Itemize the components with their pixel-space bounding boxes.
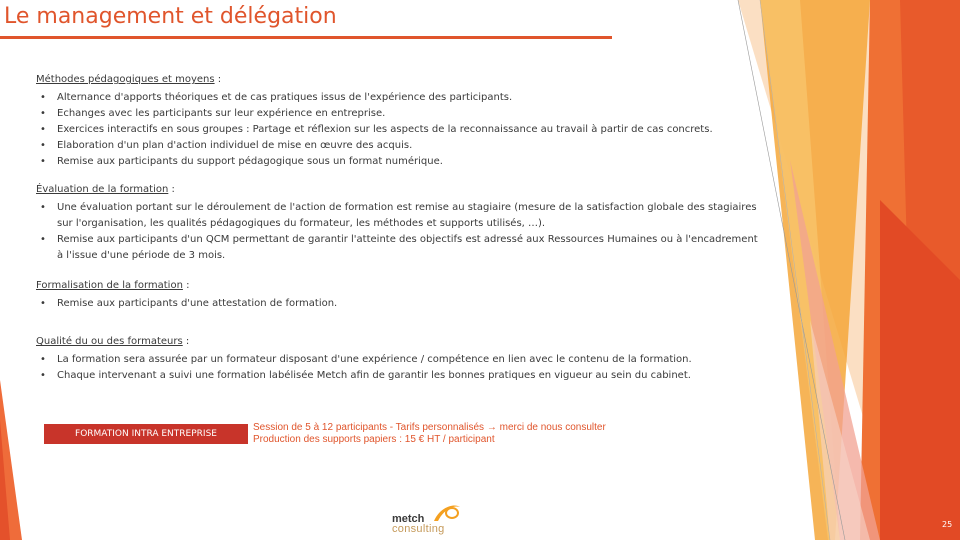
supports-info-line: Production des supports papiers : 15 € HT / participant <box>253 434 495 445</box>
section-methodes <box>36 72 766 170</box>
list-item: • Remise aux participants d'une attestation de formation. <box>57 296 766 312</box>
list-item: • Remise aux participants d'un QCM permettant de garantir l'atteinte des objectifs est adressé aux Ressources Humaines ou à l'encadrement à l'issue d'une période de 3 mois. <box>57 232 766 264</box>
formation-type-badge: FORMATION INTRA ENTREPRISE <box>44 424 248 444</box>
page-title: Le management et délégation <box>4 4 337 29</box>
logo-swoosh-icon <box>430 503 462 525</box>
list-item: • Elaboration d'un plan d'action individuel de mise en œuvre des acquis. <box>57 138 766 154</box>
metch-consulting-logo <box>392 503 462 539</box>
logo-text-metch: metch <box>392 513 425 525</box>
logo-text-consulting: consulting <box>392 523 445 535</box>
list-item: • Chaque intervenant a suivi une formation labélisée Metch afin de garantir les bonnes pratiques en vigueur au sein du cabinet. <box>57 368 766 384</box>
section-heading: Évaluation de la formation : <box>36 184 175 195</box>
bullet-list <box>36 200 766 264</box>
content <box>36 72 766 384</box>
list-item: • Exercices interactifs en sous groupes : Partage et réflexion sur les aspects de la reconnaissance au travail à partir de cas concrets. <box>57 122 766 138</box>
section-evaluation <box>36 182 766 264</box>
section-qualite <box>36 334 766 384</box>
bullet-list <box>36 296 766 312</box>
list-item: • Echanges avec les participants sur leur expérience en entreprise. <box>57 106 766 122</box>
session-info-line: Session de 5 à 12 participants - Tarifs personnalisés → merci de nous consulter <box>253 422 606 433</box>
session-info <box>253 422 606 446</box>
section-formalisation <box>36 278 766 312</box>
section-heading: Formalisation de la formation : <box>36 280 190 291</box>
title-underline <box>0 36 612 39</box>
list-item: • La formation sera assurée par un formateur disposant d'une expérience / compétence en lien avec le contenu de la formation. <box>57 352 766 368</box>
section-heading: Qualité du ou des formateurs : <box>36 336 190 347</box>
bullet-list <box>36 90 766 170</box>
page-number: 25 <box>942 520 953 529</box>
section-heading: Méthodes pédagogiques et moyens : <box>36 74 222 85</box>
list-item: • Alternance d'apports théoriques et de cas pratiques issus de l'expérience des participants. <box>57 90 766 106</box>
bullet-list <box>36 352 766 384</box>
list-item: • Une évaluation portant sur le déroulement de l'action de formation est remise au stagiaire (mesure de la satisfaction globale des stagiaires sur l'organisation, les qualités pédagogiques du formateur, les méthodes et supports utilisés, …). <box>57 200 766 232</box>
list-item: • Remise aux participants du support pédagogique sous un format numérique. <box>57 154 766 170</box>
